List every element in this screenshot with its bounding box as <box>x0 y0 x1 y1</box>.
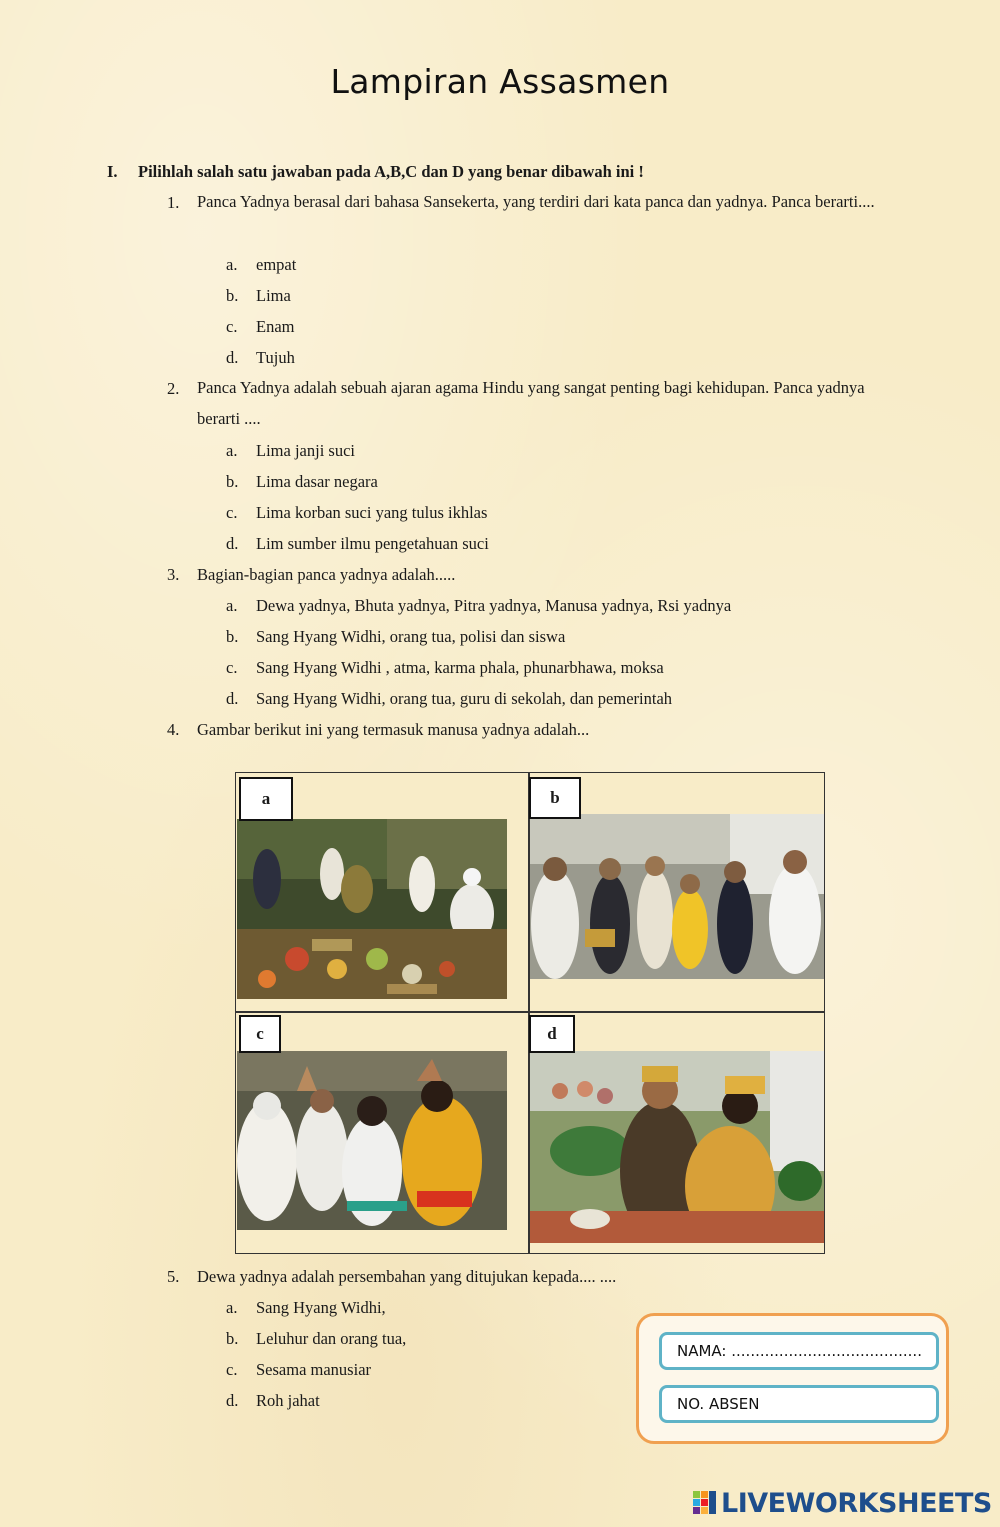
image-label-a: a <box>239 777 293 821</box>
q5-option-a-letter: a. <box>226 1298 238 1317</box>
question-5-number: 5. <box>167 1267 180 1286</box>
q1-option-d-letter: d. <box>226 348 239 367</box>
q3-option-c[interactable]: Sang Hyang Widhi , atma, karma phala, phunarbhawa, moksa <box>256 658 664 677</box>
question-3-number: 3. <box>167 565 180 584</box>
question-2-text: Panca Yadnya adalah sebuah ajaran agama Hindu yang sangat penting bagi kehidupan. Panca yadnya berarti .... <box>197 378 865 428</box>
photo-offerings-ceremony <box>237 819 507 999</box>
liveworksheets-brand[interactable] <box>693 1487 992 1519</box>
q1-option-a[interactable]: empat <box>256 255 297 274</box>
q2-option-c-letter: c. <box>226 503 238 522</box>
absen-input-label: NO. ABSEN <box>677 1395 760 1413</box>
image-option-c[interactable] <box>236 1013 528 1255</box>
q5-option-c[interactable]: Sesama manusiar <box>256 1360 372 1379</box>
name-input[interactable] <box>659 1332 939 1370</box>
question-1-text: Panca Yadnya berasal dari bahasa Sansekerta, yang terdiri dari kata panca dan yadnya. Panca berarti.... <box>197 192 875 211</box>
q2-option-a-letter: a. <box>226 441 238 460</box>
q2-option-a[interactable]: Lima janji suci <box>256 441 355 460</box>
q1-option-c-letter: c. <box>226 317 238 336</box>
q5-option-c-letter: c. <box>226 1360 238 1379</box>
q3-option-d[interactable]: Sang Hyang Widhi, orang tua, guru di sekolah, dan pemerintah <box>256 689 673 708</box>
q2-option-d[interactable]: Lim sumber ilmu pengetahuan suci <box>256 534 489 553</box>
photo-wedding-ceremony <box>530 1051 824 1243</box>
q5-option-b[interactable]: Leluhur dan orang tua, <box>256 1329 407 1348</box>
question-4-number: 4. <box>167 720 180 739</box>
image-option-a[interactable] <box>236 773 528 1011</box>
q2-option-c[interactable]: Lima korban suci yang tulus ikhlas <box>256 503 488 522</box>
question-2-number: 2. <box>167 379 180 398</box>
q1-option-c[interactable]: Enam <box>256 317 295 336</box>
q3-option-b[interactable]: Sang Hyang Widhi, orang tua, polisi dan siswa <box>256 627 566 646</box>
absen-input[interactable] <box>659 1385 939 1423</box>
image-label-d: d <box>529 1015 575 1053</box>
q3-option-a[interactable]: Dewa yadnya, Bhuta yadnya, Pitra yadnya, Manusa yadnya, Rsi yadnya <box>256 596 732 615</box>
image-grid <box>235 772 825 1254</box>
brand-name: LIVEWORKSHEETS <box>721 1487 992 1519</box>
question-4-text: Gambar berikut ini yang termasuk manusa yadnya adalah... <box>197 720 590 739</box>
liveworksheets-logo-icon <box>693 1491 717 1515</box>
section-number: I. <box>107 162 118 181</box>
q5-option-d-letter: d. <box>226 1391 239 1410</box>
name-card <box>636 1313 949 1444</box>
q2-option-d-letter: d. <box>226 534 239 553</box>
question-1-number: 1. <box>167 193 180 212</box>
photo-temple-gathering <box>530 814 824 979</box>
name-input-label: NAMA: ........................................ <box>677 1342 922 1360</box>
q1-option-b[interactable]: Lima <box>256 286 291 305</box>
q5-option-b-letter: b. <box>226 1329 239 1348</box>
image-label-c: c <box>239 1015 281 1053</box>
page-title: Lampiran Assasmen <box>330 62 670 101</box>
q2-option-b-letter: b. <box>226 472 239 491</box>
q3-option-d-letter: d. <box>226 689 239 708</box>
q1-option-b-letter: b. <box>226 286 239 305</box>
section-instruction: Pilihlah salah satu jawaban pada A,B,C dan D yang benar dibawah ini ! <box>138 162 644 181</box>
q3-option-b-letter: b. <box>226 627 239 646</box>
q5-option-a[interactable]: Sang Hyang Widhi, <box>256 1298 386 1317</box>
q3-option-a-letter: a. <box>226 596 238 615</box>
q1-option-d[interactable]: Tujuh <box>256 348 295 367</box>
q5-option-d[interactable]: Roh jahat <box>256 1391 320 1410</box>
image-label-b: b <box>529 777 581 819</box>
image-option-d[interactable] <box>529 1013 826 1255</box>
q1-option-a-letter: a. <box>226 255 238 274</box>
question-5-text: Dewa yadnya adalah persembahan yang ditujukan kepada.... .... <box>197 1267 617 1286</box>
q3-option-c-letter: c. <box>226 658 238 677</box>
q2-option-b[interactable]: Lima dasar negara <box>256 472 378 491</box>
image-option-b[interactable] <box>529 773 826 1011</box>
photo-people-praying <box>237 1051 507 1230</box>
question-3-text: Bagian-bagian panca yadnya adalah..... <box>197 565 456 584</box>
